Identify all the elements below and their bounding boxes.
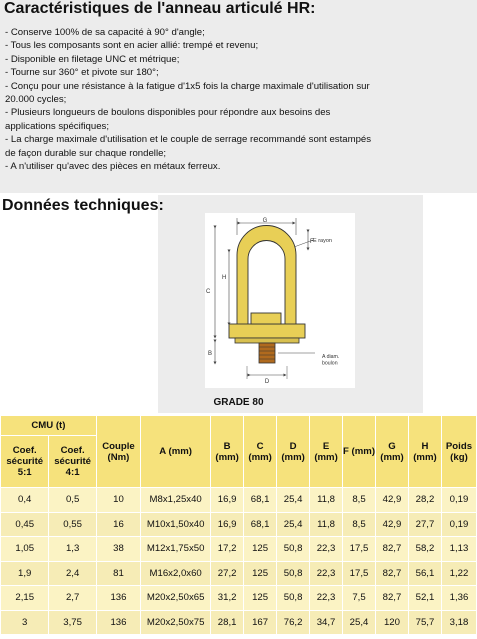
table-cell: 56,1 — [408, 561, 441, 586]
table-cell: 28,2 — [408, 488, 441, 513]
header-d: D (mm) — [277, 416, 310, 488]
table-cell: 82,7 — [376, 586, 409, 611]
specifications-table — [0, 415, 477, 635]
table-cell: M8x1,25x40 — [141, 488, 211, 513]
feature-line: - Conçu pour une résistance à la fatigue d'1x5 fois la charge maximale d'utilisation sur — [5, 80, 370, 92]
table-cell: 1,36 — [441, 586, 476, 611]
table-cell: 50,8 — [277, 561, 310, 586]
table-cell: 3,18 — [441, 610, 476, 635]
table-cell: 81 — [96, 561, 140, 586]
label-a: A diam. boulon — [322, 354, 340, 367]
table-cell: 0,4 — [1, 488, 49, 513]
header-coef-5-1: Coef. sécurité 5:1 — [1, 436, 49, 488]
table-cell: 22,3 — [310, 586, 343, 611]
header-c: C (mm) — [244, 416, 277, 488]
table-body — [1, 488, 477, 635]
table-cell: 10 — [96, 488, 140, 513]
table-cell: 16 — [96, 512, 140, 537]
table-cell: 125 — [244, 586, 277, 611]
table-cell: 50,8 — [277, 537, 310, 562]
table-cell: 136 — [96, 586, 140, 611]
table-cell: 58,2 — [408, 537, 441, 562]
table-cell: 1,13 — [441, 537, 476, 562]
table-cell: 25,4 — [277, 512, 310, 537]
table-cell: 3 — [1, 610, 49, 635]
table-cell: 11,8 — [310, 488, 343, 513]
table-cell: 2,7 — [49, 586, 96, 611]
feature-line: - Plusieurs longueurs de boulons disponibles pour répondre aux besoins des — [5, 107, 331, 119]
feature-line: 20.000 cycles; — [5, 94, 67, 106]
table-cell: M12x1,75x50 — [141, 537, 211, 562]
label-e: E rayon — [313, 238, 332, 244]
table-cell: 0,45 — [1, 512, 49, 537]
table-cell: 7,5 — [343, 586, 376, 611]
table-cell: 2,15 — [1, 586, 49, 611]
table-cell: 0,55 — [49, 512, 96, 537]
label-f: F — [310, 239, 314, 245]
table-cell: M20x2,50x65 — [141, 586, 211, 611]
table-cell: 34,7 — [310, 610, 343, 635]
table-cell: 3,75 — [49, 610, 96, 635]
table-cell: 22,3 — [310, 561, 343, 586]
table-cell: 167 — [244, 610, 277, 635]
table-cell: 1,22 — [441, 561, 476, 586]
table-cell: 25,4 — [277, 488, 310, 513]
table-cell: 75,7 — [408, 610, 441, 635]
table-cell: 42,9 — [376, 512, 409, 537]
table-cell: M16x2,0x60 — [141, 561, 211, 586]
table-cell: M10x1,50x40 — [141, 512, 211, 537]
table-cell: 22,3 — [310, 537, 343, 562]
hoist-ring-drawing — [205, 213, 355, 388]
features-title: Caractéristiques de l'anneau articulé HR: — [4, 0, 316, 17]
feature-line: - La charge maximale d'utilisation et le couple de serrage recommandé sont estampés — [5, 134, 372, 146]
header-poids: Poids (kg) — [441, 416, 476, 488]
table-cell: 76,2 — [277, 610, 310, 635]
table-cell: M20x2,50x75 — [141, 610, 211, 635]
table-cell: 68,1 — [244, 488, 277, 513]
table-row — [1, 488, 477, 513]
technical-title: Données techniques: — [2, 197, 164, 214]
feature-line: de façon durable sur chaque rondelle; — [5, 147, 167, 159]
table-row — [1, 512, 477, 537]
table-cell: 1,9 — [1, 561, 49, 586]
table-cell: 2,4 — [49, 561, 96, 586]
table-cell: 125 — [244, 561, 277, 586]
table-cell: 120 — [376, 610, 409, 635]
table-row — [1, 537, 477, 562]
label-h: H — [222, 275, 227, 281]
table-cell: 17,5 — [343, 561, 376, 586]
header-coef-4-1: Coef. sécurité 4:1 — [49, 436, 96, 488]
table-cell: 38 — [96, 537, 140, 562]
feature-line: - A n'utiliser qu'avec des pièces en métaux ferreux. — [5, 161, 221, 173]
feature-line: applications spécifiques; — [5, 120, 109, 132]
table-cell: 28,1 — [211, 610, 244, 635]
table-cell: 31,2 — [211, 586, 244, 611]
label-b: B — [208, 351, 213, 357]
table-cell: 27,7 — [408, 512, 441, 537]
table-cell: 0,19 — [441, 512, 476, 537]
table-cell: 8,5 — [343, 488, 376, 513]
label-c: C — [206, 289, 211, 295]
table-cell: 82,7 — [376, 561, 409, 586]
header-f: F (mm) — [343, 416, 376, 488]
table-row — [1, 561, 477, 586]
table-cell: 8,5 — [343, 512, 376, 537]
table-cell: 17,2 — [211, 537, 244, 562]
table-cell: 52,1 — [408, 586, 441, 611]
feature-line: - Tourne sur 360° et pivote sur 180°; — [5, 67, 159, 79]
label-d: D — [264, 379, 270, 385]
table-cell: 42,9 — [376, 488, 409, 513]
table-cell: 0,19 — [441, 488, 476, 513]
table-cell: 50,8 — [277, 586, 310, 611]
table-row — [1, 586, 477, 611]
table-cell: 17,5 — [343, 537, 376, 562]
label-g: G — [262, 218, 268, 224]
table-cell: 16,9 — [211, 488, 244, 513]
table-cell: 136 — [96, 610, 140, 635]
header-couple: Couple (Nm) — [96, 416, 140, 488]
table-cell: 82,7 — [376, 537, 409, 562]
table-cell: 11,8 — [310, 512, 343, 537]
features-list — [5, 26, 420, 173]
table-row — [1, 610, 477, 635]
header-e: E (mm) — [310, 416, 343, 488]
features-section — [0, 0, 477, 193]
table-cell: 0,5 — [49, 488, 96, 513]
table-cell: 27,2 — [211, 561, 244, 586]
header-b: B (mm) — [211, 416, 244, 488]
feature-line: - Tous les composants sont en acier allié: trempé et revenu; — [5, 40, 259, 52]
feature-line: - Disponible en filetage UNC et métrique; — [5, 53, 180, 65]
table-cell: 16,9 — [211, 512, 244, 537]
feature-line: - Conserve 100% de sa capacité à 90° d'angle; — [5, 27, 205, 38]
header-g: G (mm) — [376, 416, 409, 488]
table-cell: 25,4 — [343, 610, 376, 635]
table-cell: 125 — [244, 537, 277, 562]
table-cell: 1,05 — [1, 537, 49, 562]
grade-label: GRADE 80 — [213, 397, 264, 408]
table-cell: 1,3 — [49, 537, 96, 562]
hoist-ring-diagram — [205, 213, 355, 388]
table-cell: 68,1 — [244, 512, 277, 537]
header-cmu: CMU (t) — [1, 416, 97, 436]
header-a: A (mm) — [141, 416, 211, 488]
header-h: H (mm) — [408, 416, 441, 488]
